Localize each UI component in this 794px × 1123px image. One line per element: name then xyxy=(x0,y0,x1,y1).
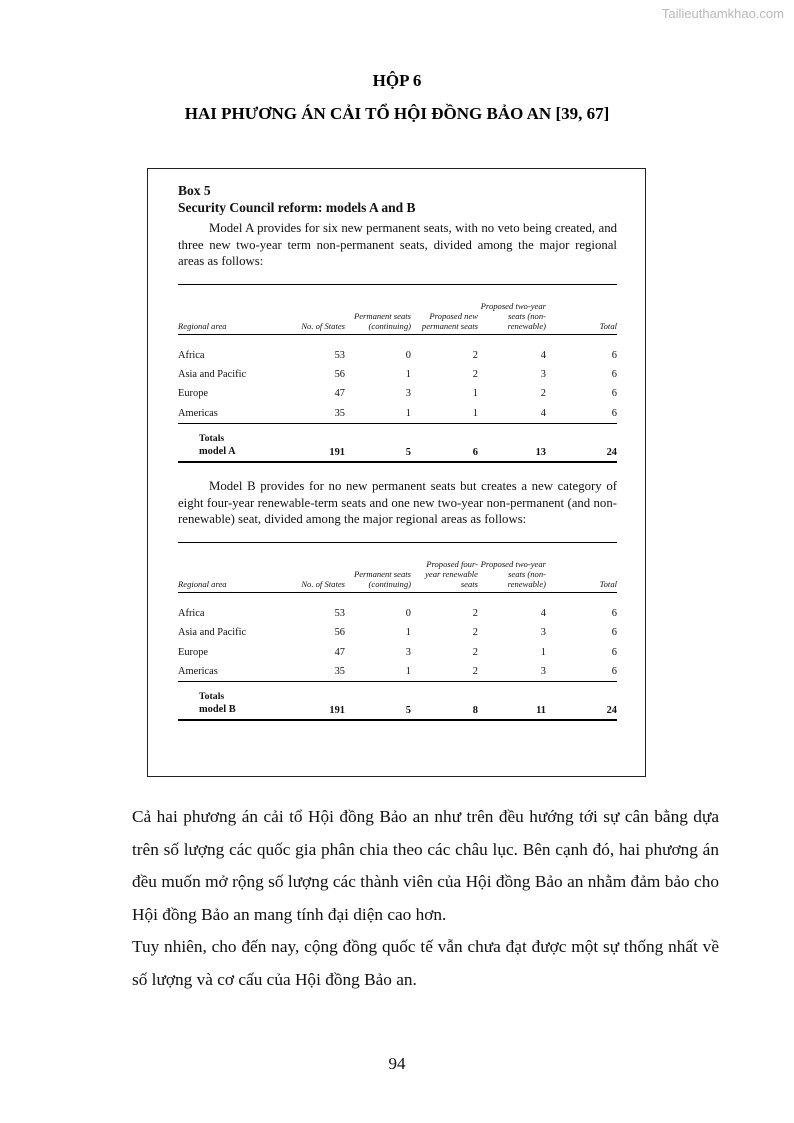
column-header: No. of States xyxy=(278,542,345,592)
table-row xyxy=(178,604,617,623)
column-header: No. of States xyxy=(278,284,345,334)
value-cell: 6 xyxy=(611,646,617,658)
table-spacer xyxy=(178,334,617,346)
page-number: 94 xyxy=(388,1054,406,1073)
spacer-cell xyxy=(178,334,617,346)
model-a-paragraph: Model A provides for six new permanent seats, with no veto being created, and three new two-year term non-permanent seats, divided among the major regional areas as follows: xyxy=(178,221,617,268)
value-cell: 47 xyxy=(334,646,345,658)
model-b-paragraph: Model B provides for no new permanent seats but creates a new category of eight four-year renewable-term seats and one new two-year non-permanent (and non-renewable) seat, divided among the major regional areas as follows: xyxy=(178,479,617,527)
region-cell: Africa xyxy=(178,349,205,361)
table-row xyxy=(178,365,617,384)
totals-label-line2: model B xyxy=(199,704,236,716)
table-row xyxy=(178,346,617,365)
totals-row xyxy=(178,424,617,463)
value-cell: 3 xyxy=(405,646,411,658)
value-cell: 1 xyxy=(472,388,478,400)
region-cell: Asia and Pacific xyxy=(178,369,247,381)
value-cell: 4 xyxy=(540,349,546,361)
box-heading: HỘP 6 xyxy=(372,71,422,90)
value-cell: 35 xyxy=(278,404,345,424)
region-cell: Americas xyxy=(178,662,278,682)
watermark: Tailieuthamkhao.com xyxy=(661,6,784,21)
column-header: Total xyxy=(546,542,617,592)
value-cell: 6 xyxy=(546,404,617,424)
value-cell: 2 xyxy=(472,627,478,639)
totals-row xyxy=(178,682,617,721)
total-value-cell: 8 xyxy=(411,682,478,721)
value-cell: 1 xyxy=(411,404,478,424)
table-header-row xyxy=(178,284,617,334)
value-cell: 3 xyxy=(540,369,546,381)
value-cell: 2 xyxy=(472,349,478,361)
column-header: Proposed four-year renewable seats xyxy=(411,542,478,592)
region-cell: Europe xyxy=(178,646,209,658)
value-cell: 1 xyxy=(345,404,411,424)
region-cell: Europe xyxy=(178,388,209,400)
total-value-cell: 191 xyxy=(278,682,345,721)
region-cell: Asia and Pacific xyxy=(178,627,247,639)
value-cell: 3 xyxy=(478,662,546,682)
value-cell: 2 xyxy=(540,388,546,400)
table-row xyxy=(178,662,617,682)
value-cell: 6 xyxy=(611,607,617,619)
value-cell: 3 xyxy=(405,388,411,400)
value-cell: 1 xyxy=(405,627,411,639)
box-label: Box 5 xyxy=(178,183,211,198)
total-value-cell: 11 xyxy=(478,682,546,721)
value-cell: 56 xyxy=(334,627,345,639)
value-cell: 0 xyxy=(405,607,411,619)
table-header-row xyxy=(178,542,617,592)
column-header: Proposed two-year seats (non-renewable) xyxy=(478,542,546,592)
model-b-table xyxy=(178,542,617,722)
value-cell: 0 xyxy=(405,349,411,361)
totals-label-line1: Totals xyxy=(199,691,225,703)
box-subheading: HAI PHƯƠNG ÁN CẢI TỔ HỘI ĐỒNG BẢO AN [39, 67] xyxy=(184,104,610,123)
value-cell: 6 xyxy=(611,627,617,639)
value-cell: 6 xyxy=(611,369,617,381)
totals-label-line1: Totals xyxy=(199,433,225,445)
value-cell: 2 xyxy=(472,607,478,619)
value-cell: 4 xyxy=(540,607,546,619)
value-cell: 6 xyxy=(611,388,617,400)
value-cell: 6 xyxy=(611,349,617,361)
figure-content xyxy=(178,182,617,721)
value-cell: 35 xyxy=(278,662,345,682)
table-row xyxy=(178,642,617,661)
totals-label xyxy=(178,682,278,721)
value-cell: 2 xyxy=(411,662,478,682)
value-cell: 1 xyxy=(345,662,411,682)
column-header: Proposed two-year seats (non-renewable) xyxy=(478,284,546,334)
region-cell: Americas xyxy=(178,404,278,424)
body-paragraph-1: Cả hai phương án cải tổ Hội đồng Bảo an như trên đều hướng tới sự cân bằng dựa trên số lượng các quốc gia phân chia theo các châu lục. Bên cạnh đó, hai phương án đều muốn mở rộng số lượng các thành viên của Hội đồng Bảo an nhằm đảm bảo cho Hội đồng Bảo an mang tính đại diện cao hơn. xyxy=(132,807,719,924)
column-header: Proposed new permanent seats xyxy=(411,284,478,334)
spacer-cell xyxy=(178,592,617,604)
totals-label-line2: model A xyxy=(199,446,236,458)
total-value-cell: 191 xyxy=(278,424,345,463)
table-row xyxy=(178,384,617,403)
value-cell: 47 xyxy=(334,388,345,400)
value-cell: 3 xyxy=(540,627,546,639)
column-header: Permanent seats (continuing) xyxy=(345,542,411,592)
total-value-cell: 6 xyxy=(411,424,478,463)
table-row xyxy=(178,623,617,642)
figure-box xyxy=(147,168,646,777)
region-cell: Africa xyxy=(178,607,205,619)
box-title: Security Council reform: models A and B xyxy=(178,200,416,215)
table-row xyxy=(178,404,617,424)
column-header: Total xyxy=(546,284,617,334)
total-value-cell: 5 xyxy=(345,424,411,463)
totals-label xyxy=(178,424,278,463)
column-header: Regional area xyxy=(178,284,278,334)
total-value-cell: 5 xyxy=(345,682,411,721)
value-cell: 2 xyxy=(472,646,478,658)
column-header: Regional area xyxy=(178,542,278,592)
value-cell: 1 xyxy=(405,369,411,381)
total-value-cell: 24 xyxy=(546,682,617,721)
total-value-cell: 24 xyxy=(546,424,617,463)
value-cell: 53 xyxy=(334,607,345,619)
value-cell: 2 xyxy=(472,369,478,381)
table-spacer xyxy=(178,592,617,604)
value-cell: 4 xyxy=(478,404,546,424)
value-cell: 56 xyxy=(334,369,345,381)
body-paragraph-2: Tuy nhiên, cho đến nay, cộng đồng quốc tế vẫn chưa đạt được một sự thống nhất về số lượng và cơ cấu của Hội đồng Bảo an. xyxy=(132,937,719,989)
column-header: Permanent seats (continuing) xyxy=(345,284,411,334)
total-value-cell: 13 xyxy=(478,424,546,463)
value-cell: 1 xyxy=(540,646,546,658)
model-a-table xyxy=(178,284,617,464)
value-cell: 53 xyxy=(334,349,345,361)
value-cell: 6 xyxy=(546,662,617,682)
